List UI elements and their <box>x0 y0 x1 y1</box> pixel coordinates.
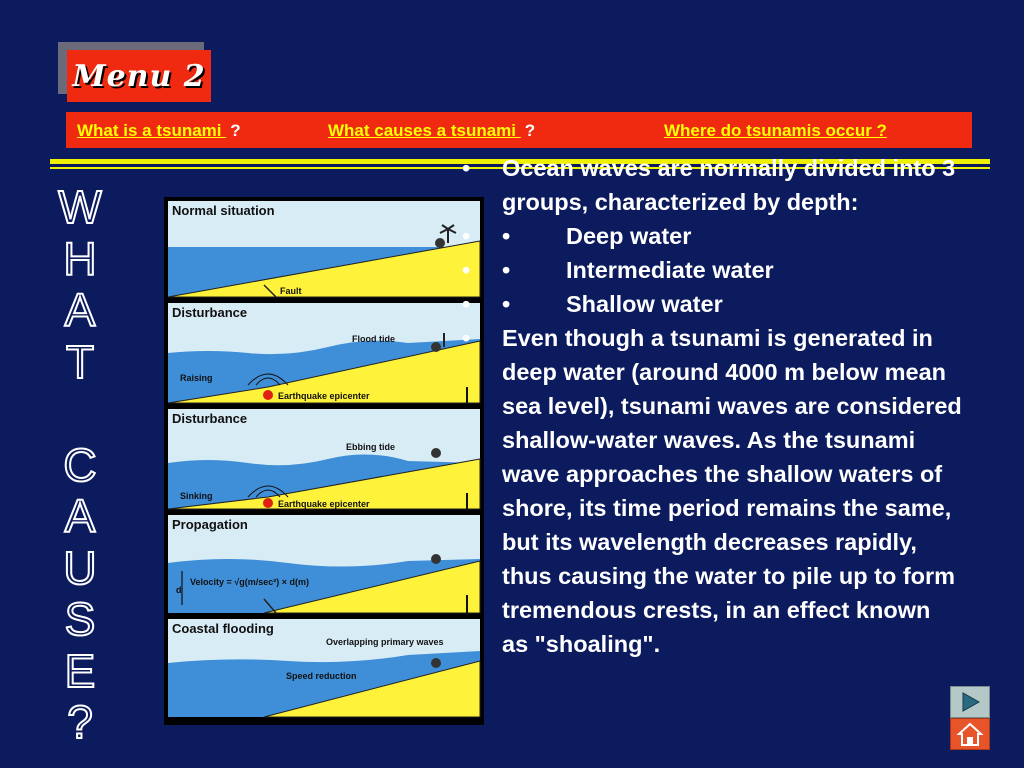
diagram-panel-ebb <box>168 409 480 509</box>
panel-label: d <box>176 585 182 595</box>
panel-label: Speed reduction <box>286 671 357 681</box>
group-intermediate: Intermediate water <box>566 257 774 283</box>
link-where-tsunamis-occur[interactable] <box>664 121 887 141</box>
panel-label: Ebbing tide <box>346 442 395 452</box>
bullet-item <box>462 151 962 219</box>
bullet-item <box>462 219 962 253</box>
panel-label: Sinking <box>180 491 213 501</box>
bullet-inner-dot: • <box>502 223 511 249</box>
panel-title: Coastal flooding <box>172 621 274 636</box>
play-right-icon <box>951 687 989 717</box>
bullet-inner-dot: • <box>502 257 511 283</box>
bullet-item <box>462 253 962 287</box>
panel-label: Velocity = √g(m/sec²) × d(m) <box>190 577 309 587</box>
vertical-title-letter: W <box>58 181 102 233</box>
link-what-is-tsunami-suffix: ? <box>230 121 241 140</box>
panel-label: Overlapping primary waves <box>326 637 444 647</box>
tsunami-diagram <box>164 197 484 725</box>
vertical-title-letter: E <box>64 644 96 697</box>
home-button[interactable] <box>950 718 990 750</box>
vertical-title-letter: A <box>64 284 96 336</box>
group-deep: Deep water <box>566 223 692 249</box>
panel-title: Disturbance <box>172 305 248 320</box>
panel-label: Earthquake epicenter <box>278 499 370 509</box>
bullet-dot: • <box>462 257 471 283</box>
vertical-title-letter: T <box>65 335 95 388</box>
link-what-is-tsunami-text[interactable]: What is a tsunami <box>77 121 227 140</box>
vertical-title <box>30 182 130 749</box>
bullet-item <box>462 287 962 321</box>
panel-label: Fault <box>280 286 302 296</box>
links-bar <box>66 112 972 148</box>
link-what-causes-tsunami-text[interactable]: What causes a tsunami <box>328 121 521 140</box>
group-shallow: Shallow water <box>566 291 723 317</box>
link-where-tsunamis-occur-text[interactable]: Where do tsunamis occur ? <box>664 121 887 140</box>
link-what-causes-tsunami[interactable] <box>328 121 535 141</box>
vertical-title-letter: A <box>64 490 96 542</box>
vertical-title-letter: H <box>63 232 97 285</box>
bullet-item <box>462 321 962 661</box>
vertical-title-letter: ? <box>67 696 93 748</box>
menu-label: Menu 2 <box>72 58 206 94</box>
panel-label: Raising <box>180 373 213 383</box>
diagram-panel-flooding <box>168 619 480 717</box>
panel-title: Propagation <box>172 517 248 532</box>
content-text <box>462 151 962 661</box>
panel-label: Flood tide <box>352 334 395 344</box>
vertical-title-letter: C <box>63 438 97 491</box>
bullet-inner-dot: • <box>502 291 511 317</box>
bullet-dot: • <box>462 223 471 249</box>
intro-text: Ocean waves are normally divided into 3 groups, characterized by depth: <box>502 155 956 215</box>
diagram-panel-normal <box>168 201 480 297</box>
bullet-dot: • <box>462 325 471 351</box>
home-icon <box>951 719 989 749</box>
next-slide-button[interactable] <box>950 686 990 718</box>
menu-tab[interactable] <box>67 50 211 102</box>
bullet-dot: • <box>462 291 471 317</box>
vertical-title-letter <box>30 388 130 440</box>
panel-title: Normal situation <box>172 203 275 218</box>
body-text: Even though a tsunami is generated in deep water (around 4000 m below mean sea level), tsunami waves are considered shallow-water waves. As the tsunami wave approaches the shallow waters of shore, its time period remains the same, but its wavelength decreases rapidly, thus causing the water to pile up to form tremendous crests, in an effect known as "shoaling". <box>502 325 962 657</box>
vertical-title-letter: U <box>63 541 97 594</box>
diagram-panel-flood <box>168 303 480 403</box>
panel-title: Disturbance <box>172 411 248 426</box>
link-what-is-tsunami[interactable] <box>77 121 241 141</box>
bullet-dot: • <box>462 155 471 181</box>
panel-label: Earthquake epicenter <box>278 391 370 401</box>
link-what-causes-tsunami-suffix: ? <box>524 121 536 140</box>
diagram-panel-propagation <box>168 515 480 613</box>
vertical-title-letter: S <box>64 593 96 645</box>
